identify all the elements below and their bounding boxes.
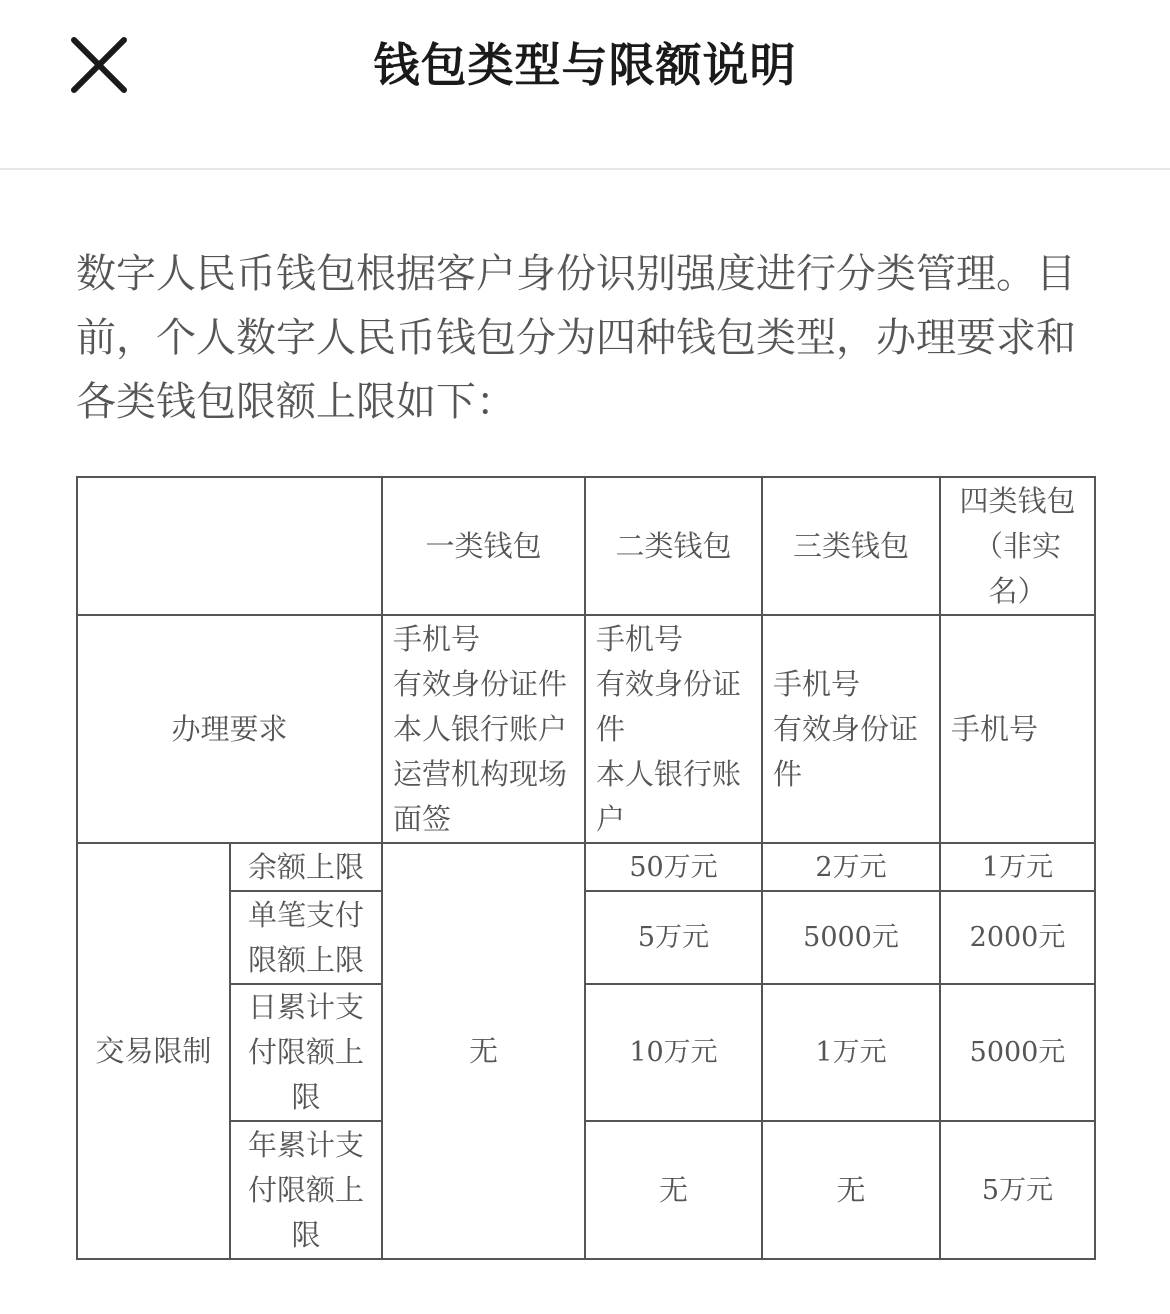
requirement-item: 手机号 (393, 621, 481, 656)
limit-value-cell: 1万元 (762, 984, 940, 1121)
limit-label-annual-payment: 年累计支付限额上限 (230, 1121, 382, 1259)
limit-value-cell: 5万元 (585, 891, 762, 984)
limit-value-cell: 无 (762, 1121, 940, 1259)
limit-value-cell: 2000元 (940, 891, 1095, 984)
wallet-limits-table (76, 476, 1096, 1260)
page-title: 钱包类型与限额说明 (373, 38, 797, 92)
limit-value-cell: 无 (585, 1121, 762, 1259)
column-header-wallet-1: 一类钱包 (382, 477, 585, 615)
requirements-row (77, 615, 1095, 843)
limit-label-single-payment: 单笔支付限额上限 (230, 891, 382, 984)
intro-paragraph: 数字人民币钱包根据客户身份识别强度进行分类管理。目前，个人数字人民币钱包分为四种钱包类型，办理要求和各类钱包限额上限如下： (76, 251, 1076, 425)
limit-value-cell: 5000元 (762, 891, 940, 984)
requirement-item: 运营机构现场面签 (393, 756, 568, 836)
header-corner-cell (77, 477, 382, 615)
table-header-row (77, 477, 1095, 615)
wallet-1-limit-value: 无 (382, 843, 585, 1259)
requirements-label: 办理要求 (77, 615, 382, 843)
limit-row-daily-payment (77, 984, 1095, 1121)
requirement-item: 本人银行账户 (393, 711, 568, 746)
limit-value-cell: 50万元 (585, 843, 762, 891)
requirement-item: 手机号 (951, 711, 1039, 746)
limit-row-single-payment (77, 891, 1095, 984)
requirement-item: 有效身份证件 (773, 711, 919, 791)
requirements-wallet-4 (940, 615, 1095, 843)
limit-value-cell: 5万元 (940, 1121, 1095, 1259)
limit-label-daily-payment: 日累计支付限额上限 (230, 984, 382, 1121)
limit-value-cell: 10万元 (585, 984, 762, 1121)
requirement-item: 手机号 (596, 621, 684, 656)
limit-value-cell: 5000元 (940, 984, 1095, 1121)
limit-value-cell: 1万元 (940, 843, 1095, 891)
column-header-wallet-4: 四类钱包（非实名） (940, 477, 1095, 615)
requirement-item: 手机号 (773, 666, 861, 701)
column-header-wallet-2: 二类钱包 (585, 477, 762, 615)
requirement-item: 有效身份证件 (393, 666, 568, 701)
limit-row-annual-payment (77, 1121, 1095, 1259)
requirements-wallet-1 (382, 615, 585, 843)
limit-value-cell: 2万元 (762, 843, 940, 891)
header-bar (0, 0, 1170, 170)
requirements-wallet-2 (585, 615, 762, 843)
limit-row-balance (77, 843, 1095, 891)
requirements-wallet-3 (762, 615, 940, 843)
limit-label-balance: 余额上限 (230, 843, 382, 891)
requirement-item: 本人银行账户 (596, 756, 742, 836)
requirement-item: 有效身份证件 (596, 666, 742, 746)
column-header-wallet-3: 三类钱包 (762, 477, 940, 615)
trade-limits-label: 交易限制 (77, 843, 230, 1259)
